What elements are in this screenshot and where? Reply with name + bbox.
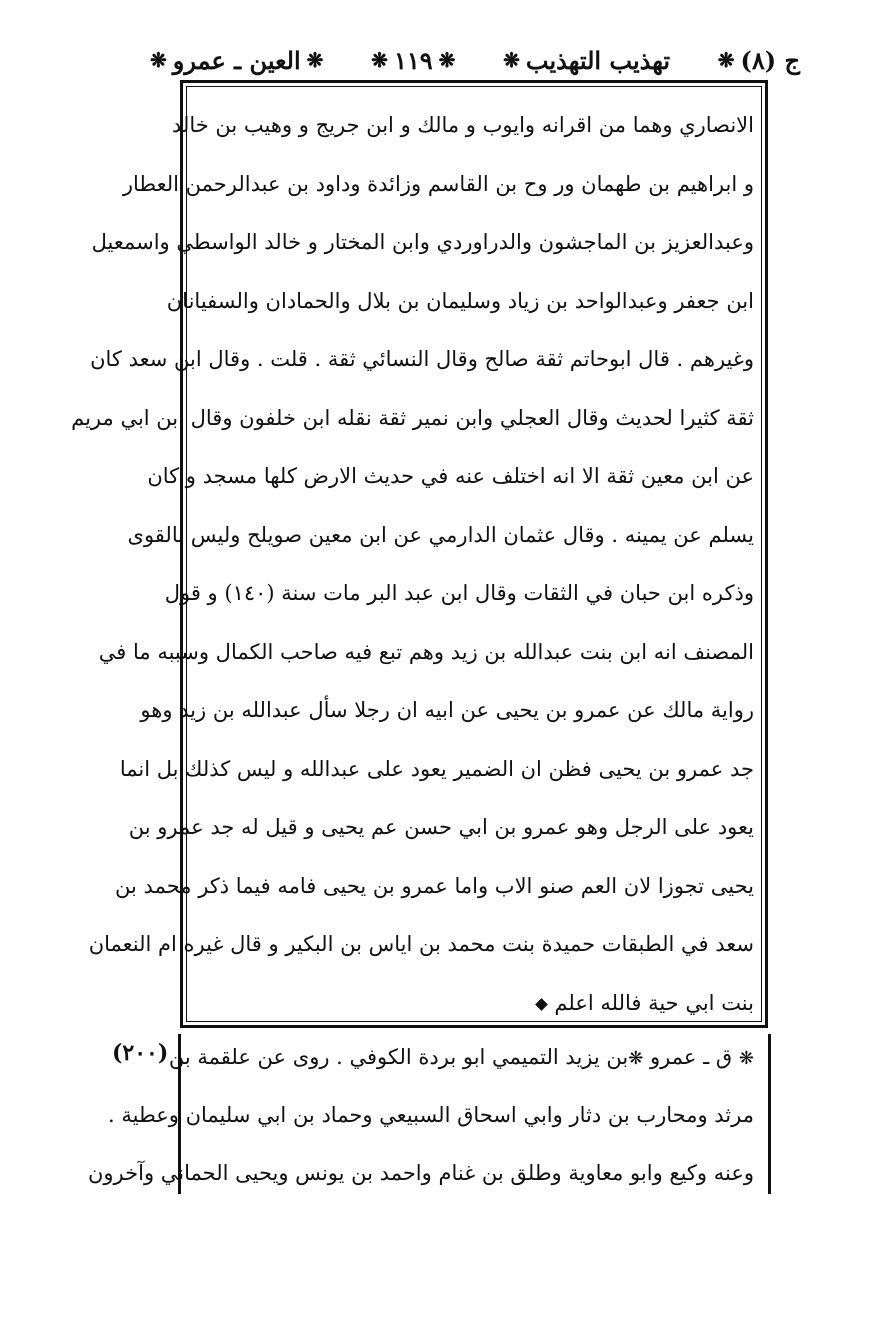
volume-label: ج (٨)	[740, 45, 800, 75]
entry-bracket-right	[760, 1034, 771, 1194]
entry-line-1	[168, 1028, 754, 1086]
ornament-icon: ❋	[438, 48, 456, 72]
entry-line-2: مرثد ومحارب بن دثار وابي اسحاق السبيعي وحماد بن ابي سليمان وعطية .	[108, 1103, 754, 1127]
ornament-icon: ❋	[738, 1048, 754, 1069]
section-title: العين ـ عمرو	[172, 45, 301, 75]
end-bullet-icon	[536, 998, 549, 1011]
ornament-icon: ❋	[503, 48, 520, 72]
ornament-icon: ❋	[150, 48, 167, 72]
entry-line1-text: بن يزيد التميمي ابو بردة الكوفي . روى عن علقمة بن	[168, 1045, 629, 1069]
header-page	[371, 46, 455, 75]
text-line: و ابراهيم بن طهمان ور وح بن القاسم وزائدة وداود بن عبدالرحمن العطار	[122, 171, 754, 196]
text-line: يسلم عن يمينه . وقال عثمان الدارمي عن ابن معين صويلح وليس بالقوى	[127, 522, 754, 547]
text-line: سعد في الطبقات حميدة بنت محمد بن اياس بن البكير و قال غيره ام النعمان	[88, 932, 754, 956]
header-section	[150, 46, 323, 75]
text-line: المصنف انه ابن بنت عبدالله بن زيد وهم تبع فيه صاحب الكمال وسببه ما في	[98, 639, 754, 664]
ornament-icon: ❋	[717, 48, 735, 72]
ornament-icon: ❋	[371, 48, 388, 72]
entry-line-3: وعنه وكيع وابو معاوية وطلق بن غنام واحمد بن يونس ويحيى الحماني وآخرون	[87, 1161, 754, 1185]
entry-number: (٢٠٠)	[112, 1040, 169, 1066]
text-line: وعبدالعزيز بن الماجشون والدراوردي وابن المختار و خالد الواسطي واسمعيل	[91, 230, 754, 254]
text-line-final	[186, 974, 754, 1033]
ornament-icon: ❋	[306, 48, 324, 72]
text-line: جد عمرو بن يحيى فظن ان الضمير يعود على عبدالله و ليس كذلك بل انما	[119, 756, 754, 781]
entry-rumuz: ق ـ عمرو	[650, 1045, 733, 1069]
closing-phrase: بنت ابي حية فالله اعلم	[554, 990, 754, 1015]
text-line: الانصاري وهما من اقرانه وايوب و مالك و ابن جريج و وهيب بن خالد	[171, 113, 754, 137]
text-line: عن ابن معين ثقة الا انه اختلف عنه في حديث الارض كلها مسجد و كان	[147, 464, 754, 488]
text-line: ابن جعفر وعبدالواحد بن زياد وسليمان بن بلال والحمادان والسفيانان	[166, 288, 754, 313]
text-line: وغيرهم . قال ابوحاتم ثقة صالح وقال النسائي ثقة . قلت . وقال ابن سعد كان	[90, 347, 754, 371]
text-line: يحيى تجوزا لان العم صنو الاب واما عمرو بن يحيى فامه فيما ذكر محمد بن	[115, 873, 754, 898]
ornament-icon: ❋	[628, 1048, 644, 1069]
header-volume	[718, 46, 800, 75]
text-line: يعود على الرجل وهو عمرو بن ابي حسن عم يحيى و قيل له جد عمرو بن	[128, 815, 754, 839]
header-book	[503, 46, 670, 75]
text-line: وذكره ابن حبان في الثقات وقال ابن عبد البر مات سنة (١٤٠) و قول	[164, 581, 754, 605]
book-title: تهذيب التهذيب	[525, 45, 670, 75]
text-line: ثقة كثيرا لحديث وقال العجلي وابن نمير ثقة نقله ابن خلفون وقال ابن ابي مريم	[71, 405, 754, 430]
body-text	[71, 96, 754, 1032]
page-number: ١١٩	[393, 45, 433, 75]
text-line: رواية مالك عن عمرو بن يحيى عن ابيه ان رجلا سأل عبدالله بن زيد وهو	[140, 698, 754, 722]
running-header	[150, 40, 800, 80]
